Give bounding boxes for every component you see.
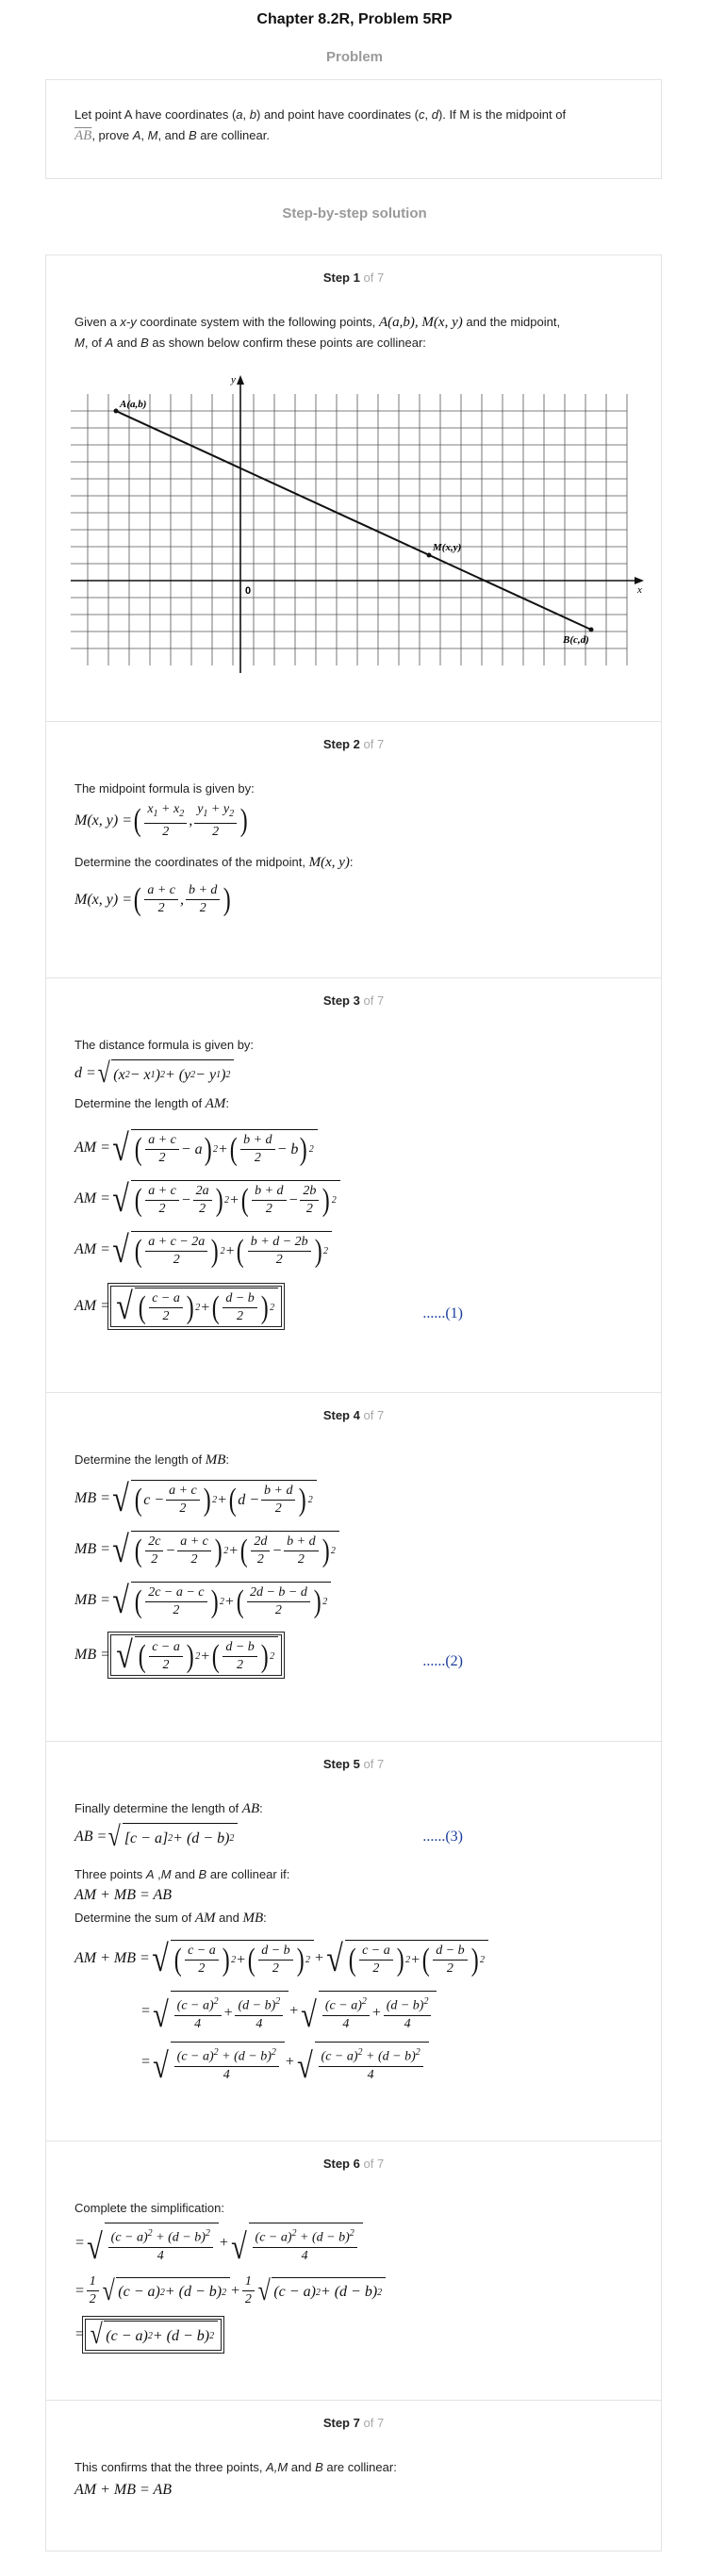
label-y: y: [231, 374, 236, 386]
segment-ab: $\overline{AB}$: [74, 128, 92, 143]
simplify-result: = √ (c − a) 2 + (d − b) 2: [74, 2319, 642, 2351]
label-a: A(a,b): [120, 399, 147, 410]
simplify-line-2: = $\frac{1}{2}$ √ (c − a) 2 + (d − b) 2 + $\frac{1}{2}$ √ (c − a) 2 + (d − b) 2: [74, 2273, 642, 2308]
step-6: [45, 2141, 662, 2401]
step-6-text-a: Complete the simplification:: [74, 2201, 224, 2215]
step-2-text-a: The midpoint formula is given by:: [74, 781, 255, 796]
step-4-text-a: Determine the length of MB:: [74, 1452, 230, 1468]
midpoint-result: M(x, y) = ( $\frac{a + c}{2}$ , $\frac{b + d}{2}$ ): [74, 881, 232, 917]
am-line-1: AM = √ ( $\frac{a + c}{2}$ − a ) 2 + ( $\frac{b + d}{2}$ − b ) 2: [74, 1129, 642, 1167]
sum-line-2: = √ $\frac{(c - a)^2}{4}$ + $\frac{(d - b)^2}{4}$ + √ $\frac{(c - a)^2}{4}$ + $\frac{(d - b)^2}{4}$: [74, 1991, 642, 2033]
grid: [71, 394, 627, 665]
step-5-text-b: Three points A ,M and B are collinear if:: [74, 1867, 290, 1881]
x-axis-arrow: [635, 577, 644, 584]
am-line-2: AM = √ ( $\frac{a + c}{2}$ − $\frac{2a}{2}$ ) 2 + ( $\frac{b + d}{2}$ − $\frac{2b}{2}$ ) 2: [74, 1180, 642, 1218]
mb-result: MB = √ ( $\frac{c - a}{2}$ ) 2 + ( $\frac{d - b}{2}$ ) 2: [74, 1634, 642, 1676]
line-ab: [116, 411, 591, 630]
step-1: [45, 254, 662, 722]
step-6-heading: Step 6 of 7: [322, 2157, 385, 2171]
problem-text: Let point A have coordinates (a, b) and point have coordinates (c, d). If M is the midpoint of $\overline{AB}$, prove A, M, and B are collinear.: [74, 107, 567, 143]
step-5-text-c: Determine the sum of AM and MB:: [74, 1911, 267, 1926]
coordinate-graph: [71, 373, 646, 684]
am-result: AM = √ ( $\frac{c - a}{2}$ ) 2 + ( $\frac{d - b}{2}$ ) 2: [74, 1286, 642, 1327]
step-3-text-b: Determine the length of AM:: [74, 1096, 230, 1111]
point-b: [589, 628, 594, 632]
ab-formula: AB = √ [c − a] 2 + (d − b) 2: [74, 1823, 642, 1851]
step-2-heading: Step 2 of 7: [322, 737, 385, 751]
step-5: [45, 1742, 662, 2141]
problem-heading: Problem: [325, 49, 383, 65]
step-3-heading: Step 3 of 7: [322, 993, 385, 1008]
step-2-text-b: Determine the coordinates of the midpoint, M(x, y):: [74, 855, 354, 870]
mb-line-2: MB = √ ( $\frac{2c}{2}$ − $\frac{a + c}{2}$ ) 2 + ( $\frac{2d}{2}$ − $\frac{b + d}{2}$ ) 2: [74, 1531, 642, 1568]
label-b: B(c,d): [563, 634, 589, 646]
step-2: [45, 722, 662, 978]
point-a: [114, 409, 119, 414]
equation-3-tag: ......(3): [422, 1829, 463, 1845]
equation-1-tag: ......(1): [422, 1305, 463, 1321]
step-3-text-a: The distance formula is given by:: [74, 1038, 255, 1052]
sum-line-1: AM + MB = √ ( $\frac{c - a}{2}$ ) 2 + ( $\frac{d - b}{2}$ ) 2 + √ ( $\frac{c - a}{2}$ ) 2 + ( $\frac{d - b}{2}$ ) 2: [74, 1940, 642, 1977]
simplify-line-1: = √ $\frac{(c - a)^2 + (d - b)^2}{4}$ + √ $\frac{(c - a)^2 + (d - b)^2}{4}$: [74, 2223, 642, 2265]
step-4: [45, 1393, 662, 1742]
problem-box: [45, 79, 662, 179]
step-1-text: Given a x-y coordinate system with the following points, A(a,b), M(x, y) and the midpoint, M, of A and B as shown below confirm these points are collinear:: [74, 315, 561, 350]
step-5-text-a: Finally determine the length of AB:: [74, 1801, 263, 1816]
label-origin: 0: [245, 585, 252, 597]
midpoint-formula: M(x, y) = ( $\frac{x_1 + x_2}{2}$ , $\frac{y_1 + y_2}{2}$ ): [74, 802, 248, 839]
distance-formula: d = √ (x 2 − x 1 ) 2 + (y 2 − y 1 ) 2: [74, 1059, 642, 1088]
page-title: Chapter 8.2R, Problem 5RP: [256, 11, 453, 27]
step-5-heading: Step 5 of 7: [322, 1757, 385, 1771]
mb-line-3: MB = √ ( $\frac{2c - a - c}{2}$ ) 2 + ( $\frac{2d - b - d}{2}$ ) 2: [74, 1582, 642, 1619]
step-4-heading: Step 4 of 7: [322, 1408, 385, 1422]
step-7-heading: Step 7 of 7: [322, 2416, 385, 2430]
step-7-text-a: This confirms that the three points, A,M and B are collinear:: [74, 2460, 397, 2474]
final-condition: AM + MB = AB: [74, 2482, 173, 2498]
point-m: [427, 553, 432, 558]
label-m: M(x,y): [433, 542, 462, 553]
collinear-condition: AM + MB = AB: [74, 1887, 173, 1903]
step-3: [45, 978, 662, 1393]
solution-heading: Step-by-step solution: [282, 205, 427, 222]
equation-2-tag: ......(2): [422, 1653, 463, 1669]
mb-line-1: MB = √ ( c − $\frac{a + c}{2}$ ) 2 + ( d − $\frac{b + d}{2}$ ) 2: [74, 1480, 642, 1518]
label-x: x: [637, 584, 642, 596]
am-line-3: AM = √ ( $\frac{a + c - 2a}{2}$ ) 2 + ( $\frac{b + d - 2b}{2}$ ) 2: [74, 1231, 642, 1269]
y-axis-arrow: [237, 375, 244, 385]
step-7: [45, 2401, 662, 2551]
sum-line-3: = √ $\frac{(c - a)^2 + (d - b)^2}{4}$ + √ $\frac{(c - a)^2 + (d - b)^2}{4}$: [74, 2042, 642, 2084]
step-1-heading: Step 1 of 7: [322, 271, 385, 285]
